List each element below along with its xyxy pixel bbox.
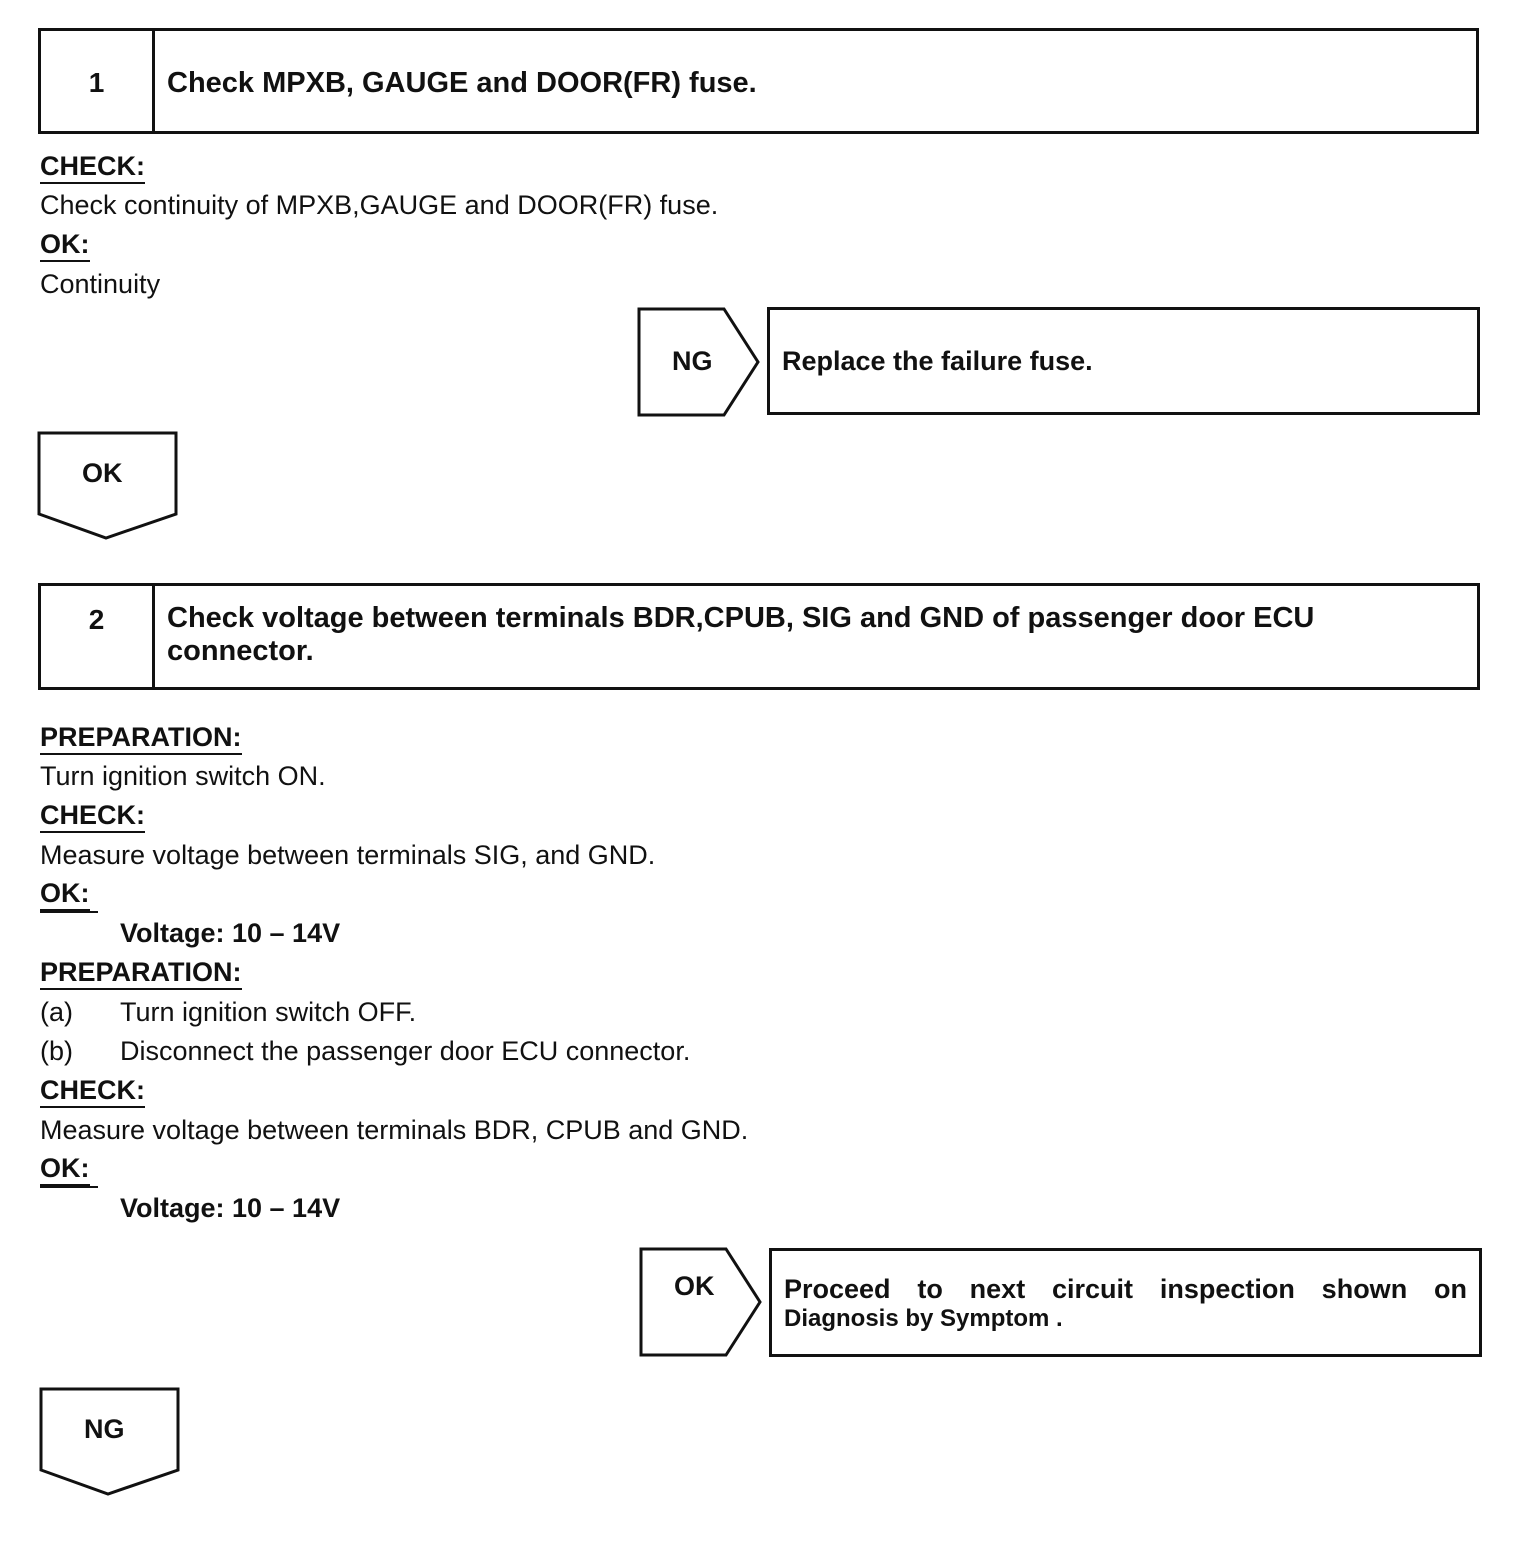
ok-result-box <box>769 1248 1482 1357</box>
ok-underline <box>40 911 98 913</box>
ok-text: Continuity <box>40 269 161 299</box>
list-marker: (b) <box>40 1036 73 1066</box>
ok-arrow-label: OK <box>674 1271 715 1301</box>
ok-label: OK: <box>40 1152 90 1186</box>
ng-result-text: Replace the failure fuse. <box>782 345 1093 376</box>
check-label: CHECK: <box>40 150 145 184</box>
preparation-text: Turn ignition switch ON. <box>40 761 326 791</box>
ok-result-line-2: Diagnosis by Symptom . <box>784 1305 1063 1332</box>
ng-arrow-label: NG <box>84 1414 125 1444</box>
check-text: Measure voltage between terminals SIG, and GND. <box>40 840 656 870</box>
ok-value: Voltage: 10 – 14V <box>120 918 341 948</box>
ng-arrow-label: NG <box>672 346 713 376</box>
preparation-label: PREPARATION: <box>40 956 242 990</box>
step-2-header <box>38 583 1480 690</box>
step-number: 2 <box>41 586 155 687</box>
step-title: Check voltage between terminals BDR,CPUB, SIG and GND of passenger door ECU connector. <box>167 602 1315 667</box>
step-number: 1 <box>41 31 155 131</box>
ng-result-box <box>767 307 1480 415</box>
ok-label: OK: <box>40 228 90 262</box>
list-item: Disconnect the passenger door ECU connector. <box>120 1036 691 1066</box>
preparation-label: PREPARATION: <box>40 721 242 755</box>
ok-result-line-1: Proceed to next circuit inspection shown on <box>784 1274 1467 1304</box>
check-label: CHECK: <box>40 799 145 833</box>
check-text: Check continuity of MPXB,GAUGE and DOOR(FR) fuse. <box>40 190 719 220</box>
step-title: Check MPXB, GAUGE and DOOR(FR) fuse. <box>167 67 757 99</box>
ok-label: OK: <box>40 877 90 911</box>
ok-underline <box>40 1186 98 1188</box>
ok-value: Voltage: 10 – 14V <box>120 1193 341 1223</box>
check-label: CHECK: <box>40 1074 145 1108</box>
check-text: Measure voltage between terminals BDR, CPUB and GND. <box>40 1115 749 1145</box>
list-marker: (a) <box>40 997 73 1027</box>
step-1-header <box>38 28 1479 134</box>
ok-arrow-label: OK <box>82 458 123 488</box>
list-item: Turn ignition switch OFF. <box>120 997 417 1027</box>
ok-right-arrow-icon <box>638 1246 766 1359</box>
